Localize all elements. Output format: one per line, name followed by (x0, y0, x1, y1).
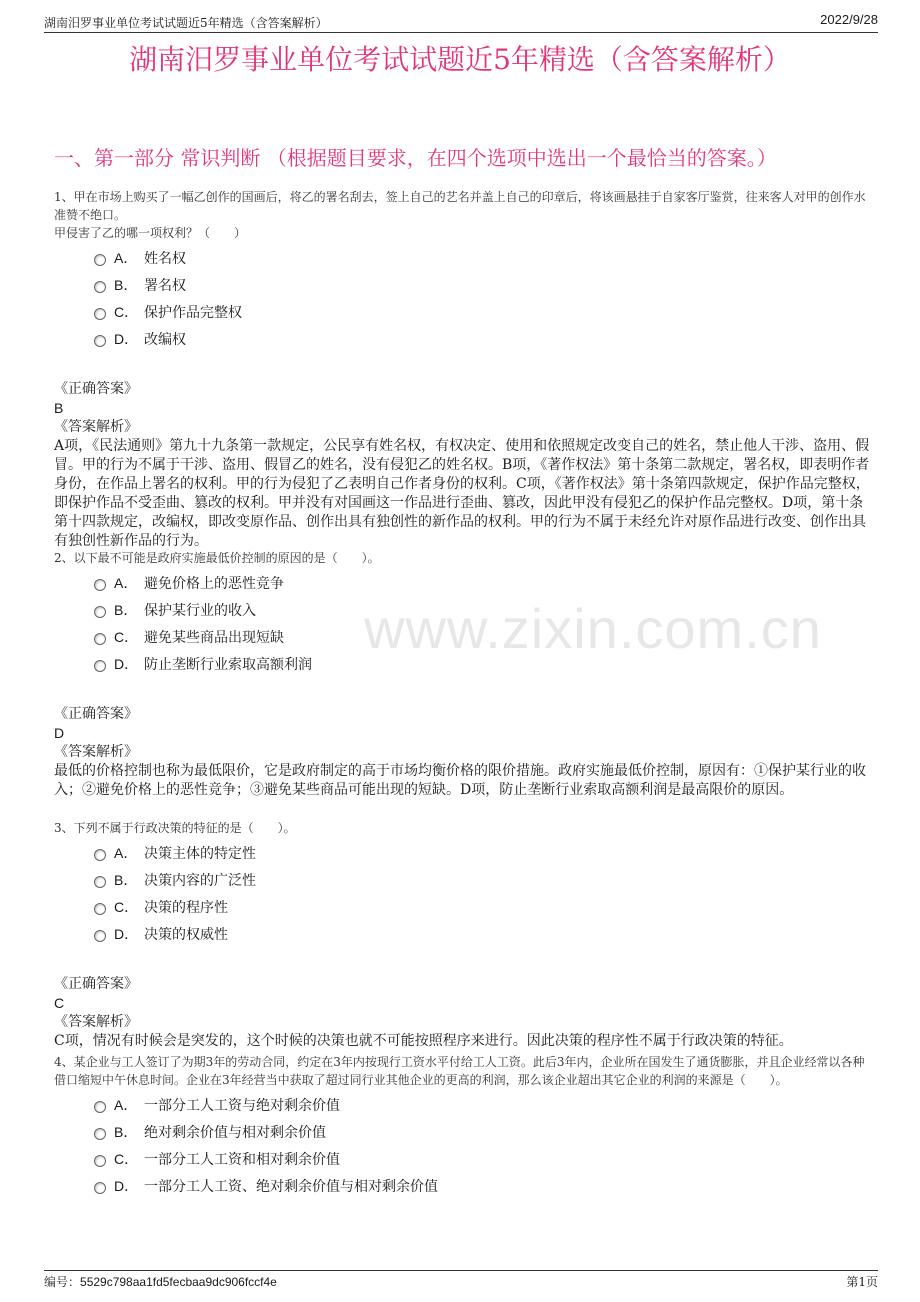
watermark: www.zixin.com.cn (364, 597, 822, 660)
option-letter: D． (114, 1178, 139, 1194)
radio-button-icon[interactable] (94, 1101, 106, 1113)
correct-answer: C (54, 995, 65, 1011)
option-text: 改编权 (144, 332, 186, 348)
options-list (54, 573, 876, 681)
radio-button-icon[interactable] (94, 633, 106, 645)
page-number: 第1页 (846, 1275, 878, 1289)
options-list (54, 248, 876, 356)
option-b[interactable] (54, 600, 876, 627)
question-stem-line: 1、甲在市场上购买了一幅乙创作的国画后，将乙的署名刮去，签上自己的艺名并盖上自己的印章后，将该画悬挂于自家客厅鉴赏，往来客人对甲的创作水准赞不绝口。 (54, 190, 866, 222)
option-letter: C． (114, 304, 139, 320)
document-title: 湖南汨罗事业单位考试试题近5年精选（含答案解析） (129, 43, 791, 76)
analysis-text: C项，情况有时候会是突发的，这个时候的决策也就不可能按照程序来进行。因此决策的程序性不属于行政决策的特征。 (54, 1033, 793, 1049)
radio-button-icon[interactable] (94, 281, 106, 293)
radio-button-icon[interactable] (94, 930, 106, 942)
option-d[interactable] (54, 1176, 876, 1203)
correct-answer: B (54, 400, 64, 416)
option-text: 决策的程序性 (144, 900, 228, 916)
option-text: 一部分工人工资与绝对剩余价值 (144, 1098, 340, 1114)
option-letter: A． (114, 575, 138, 591)
radio-button-icon[interactable] (94, 903, 106, 915)
question-stem-line: 3、下列不属于行政决策的特征的是（ ）。 (54, 821, 296, 835)
option-d[interactable] (54, 924, 876, 951)
section-heading: 一、第一部分 常识判断 （根据题目要求，在四个选项中选出一个最恰当的答案。） (54, 146, 777, 170)
option-text: 一部分工人工资、绝对剩余价值与相对剩余价值 (144, 1179, 438, 1195)
option-b[interactable] (54, 275, 876, 302)
option-c[interactable] (54, 627, 876, 654)
correct-answer-label: 《正确答案》 (54, 381, 138, 397)
page-header (44, 12, 878, 33)
header-date: 2022/9/28 (820, 12, 878, 27)
radio-button-icon[interactable] (94, 1182, 106, 1194)
option-letter: A． (114, 845, 138, 861)
option-letter: D． (114, 926, 139, 942)
option-text: 防止垄断行业索取高额利润 (144, 657, 312, 673)
question-stem (54, 188, 876, 242)
radio-button-icon[interactable] (94, 1128, 106, 1140)
analysis-text: A项，《民法通则》第九十九条第一款规定，公民享有姓名权，有权决定、使用和依照规定改变自己的姓名，禁止他人干涉、盗用、假冒。甲的行为不属于干涉、盗用、假冒乙的姓名，没有侵犯乙的姓名权。B项，《著作权法》第十条第二款规定，署名权，即表明作者身份，在作品上署名的权利。甲的行为侵犯了乙表明自己作者身份的权利。C项，《著作权法》第十条第四款规定，保护作品完整权，即保护作品不受歪曲、篡改的权利。甲并没有对国画这一作品进行歪曲、篡改，因此甲没有侵犯乙的保护作品完整权。D项，第十条第十四款规定，改编权，即改变原作品、创作出具有独创性的新作品的权利。甲的行为不属于未经允许对原作品进行改变、创作出具有独创性新作品的行为。 (54, 438, 870, 549)
question-stem-line: 4、某企业与工人签订了为期3年的劳动合同，约定在3年内按现行工资水平付给工人工资。此后3年内，企业所在国发生了通货膨胀，并且企业经常以各种借口缩短中午休息时间。企业在3年经营当中获取了超过同行业其他企业的更高的利润，那么该企业超出其它企业的利润的来源是（ ）。 (54, 1055, 865, 1087)
radio-button-icon[interactable] (94, 254, 106, 266)
correct-answer-label: 《正确答案》 (54, 976, 138, 992)
radio-button-icon[interactable] (94, 579, 106, 591)
option-letter: C． (114, 1151, 139, 1167)
option-text: 一部分工人工资和相对剩余价值 (144, 1152, 340, 1168)
option-text: 姓名权 (144, 251, 186, 267)
answer-block (54, 705, 876, 800)
question-1 (54, 188, 876, 551)
option-b[interactable] (54, 1122, 876, 1149)
option-text: 避免某些商品出现短缺 (144, 630, 284, 646)
correct-answer: D (54, 725, 65, 741)
question-stem-line: 2、以下最不可能是政府实施最低价控制的原因的是（ ）。 (54, 551, 380, 565)
analysis-label: 《答案解析》 (54, 744, 138, 760)
option-text: 避免价格上的恶性竞争 (144, 576, 284, 592)
option-letter: A． (114, 250, 138, 266)
option-a[interactable] (54, 573, 876, 600)
question-2 (54, 549, 876, 800)
option-text: 决策主体的特定性 (144, 846, 256, 862)
option-a[interactable] (54, 843, 876, 870)
option-c[interactable] (54, 302, 876, 329)
question-3 (54, 819, 876, 1051)
option-letter: B． (114, 277, 138, 293)
option-a[interactable] (54, 248, 876, 275)
option-letter: B． (114, 872, 138, 888)
option-a[interactable] (54, 1095, 876, 1122)
question-4 (54, 1053, 876, 1203)
option-b[interactable] (54, 870, 876, 897)
option-d[interactable] (54, 329, 876, 356)
correct-answer-label: 《正确答案》 (54, 706, 138, 722)
analysis-text: 最低的价格控制也称为最低限价，它是政府制定的高于市场均衡价格的限价措施。政府实施最低价控制，原因有：①保护某行业的收入；②避免价格上的恶性竞争；③避免某些商品可能出现的短缺。D项，防止垄断行业索取高额利润是最高限价的原因。 (54, 763, 866, 798)
option-text: 决策内容的广泛性 (144, 873, 256, 889)
option-c[interactable] (54, 1149, 876, 1176)
option-d[interactable] (54, 654, 876, 681)
page-footer (44, 1270, 878, 1291)
option-letter: C． (114, 629, 139, 645)
footer-code-label: 编号： (44, 1275, 81, 1289)
option-text: 保护作品完整权 (144, 305, 242, 321)
radio-button-icon[interactable] (94, 849, 106, 861)
analysis-label: 《答案解析》 (54, 419, 138, 435)
option-letter: B． (114, 1124, 138, 1140)
question-stem (54, 819, 876, 837)
option-letter: B． (114, 602, 138, 618)
answer-block (54, 380, 876, 551)
options-list (54, 1095, 876, 1203)
option-letter: D． (114, 656, 139, 672)
options-list (54, 843, 876, 951)
option-letter: C． (114, 899, 139, 915)
option-text: 决策的权威性 (144, 927, 228, 943)
option-text: 署名权 (144, 278, 186, 294)
answer-block (54, 975, 876, 1051)
radio-button-icon[interactable] (94, 876, 106, 888)
option-text: 保护某行业的收入 (144, 603, 256, 619)
footer-code (44, 1273, 277, 1290)
option-letter: D． (114, 331, 139, 347)
analysis-label: 《答案解析》 (54, 1014, 138, 1030)
header-doc-title: 湖南汨罗事业单位考试试题近5年精选（含答案解析） (44, 16, 328, 30)
question-stem (54, 1053, 876, 1089)
option-c[interactable] (54, 897, 876, 924)
radio-button-icon[interactable] (94, 660, 106, 672)
radio-button-icon[interactable] (94, 1155, 106, 1167)
question-stem-line: 甲侵害了乙的哪一项权利？（ ） (54, 226, 247, 240)
footer-code-value: 5529c798aa1fd5fecbaa9dc906fccf4e (80, 1275, 277, 1289)
option-text: 绝对剩余价值与相对剩余价值 (144, 1125, 326, 1141)
radio-button-icon[interactable] (94, 606, 106, 618)
question-stem (54, 549, 876, 567)
option-letter: A． (114, 1097, 138, 1113)
radio-button-icon[interactable] (94, 308, 106, 320)
radio-button-icon[interactable] (94, 335, 106, 347)
